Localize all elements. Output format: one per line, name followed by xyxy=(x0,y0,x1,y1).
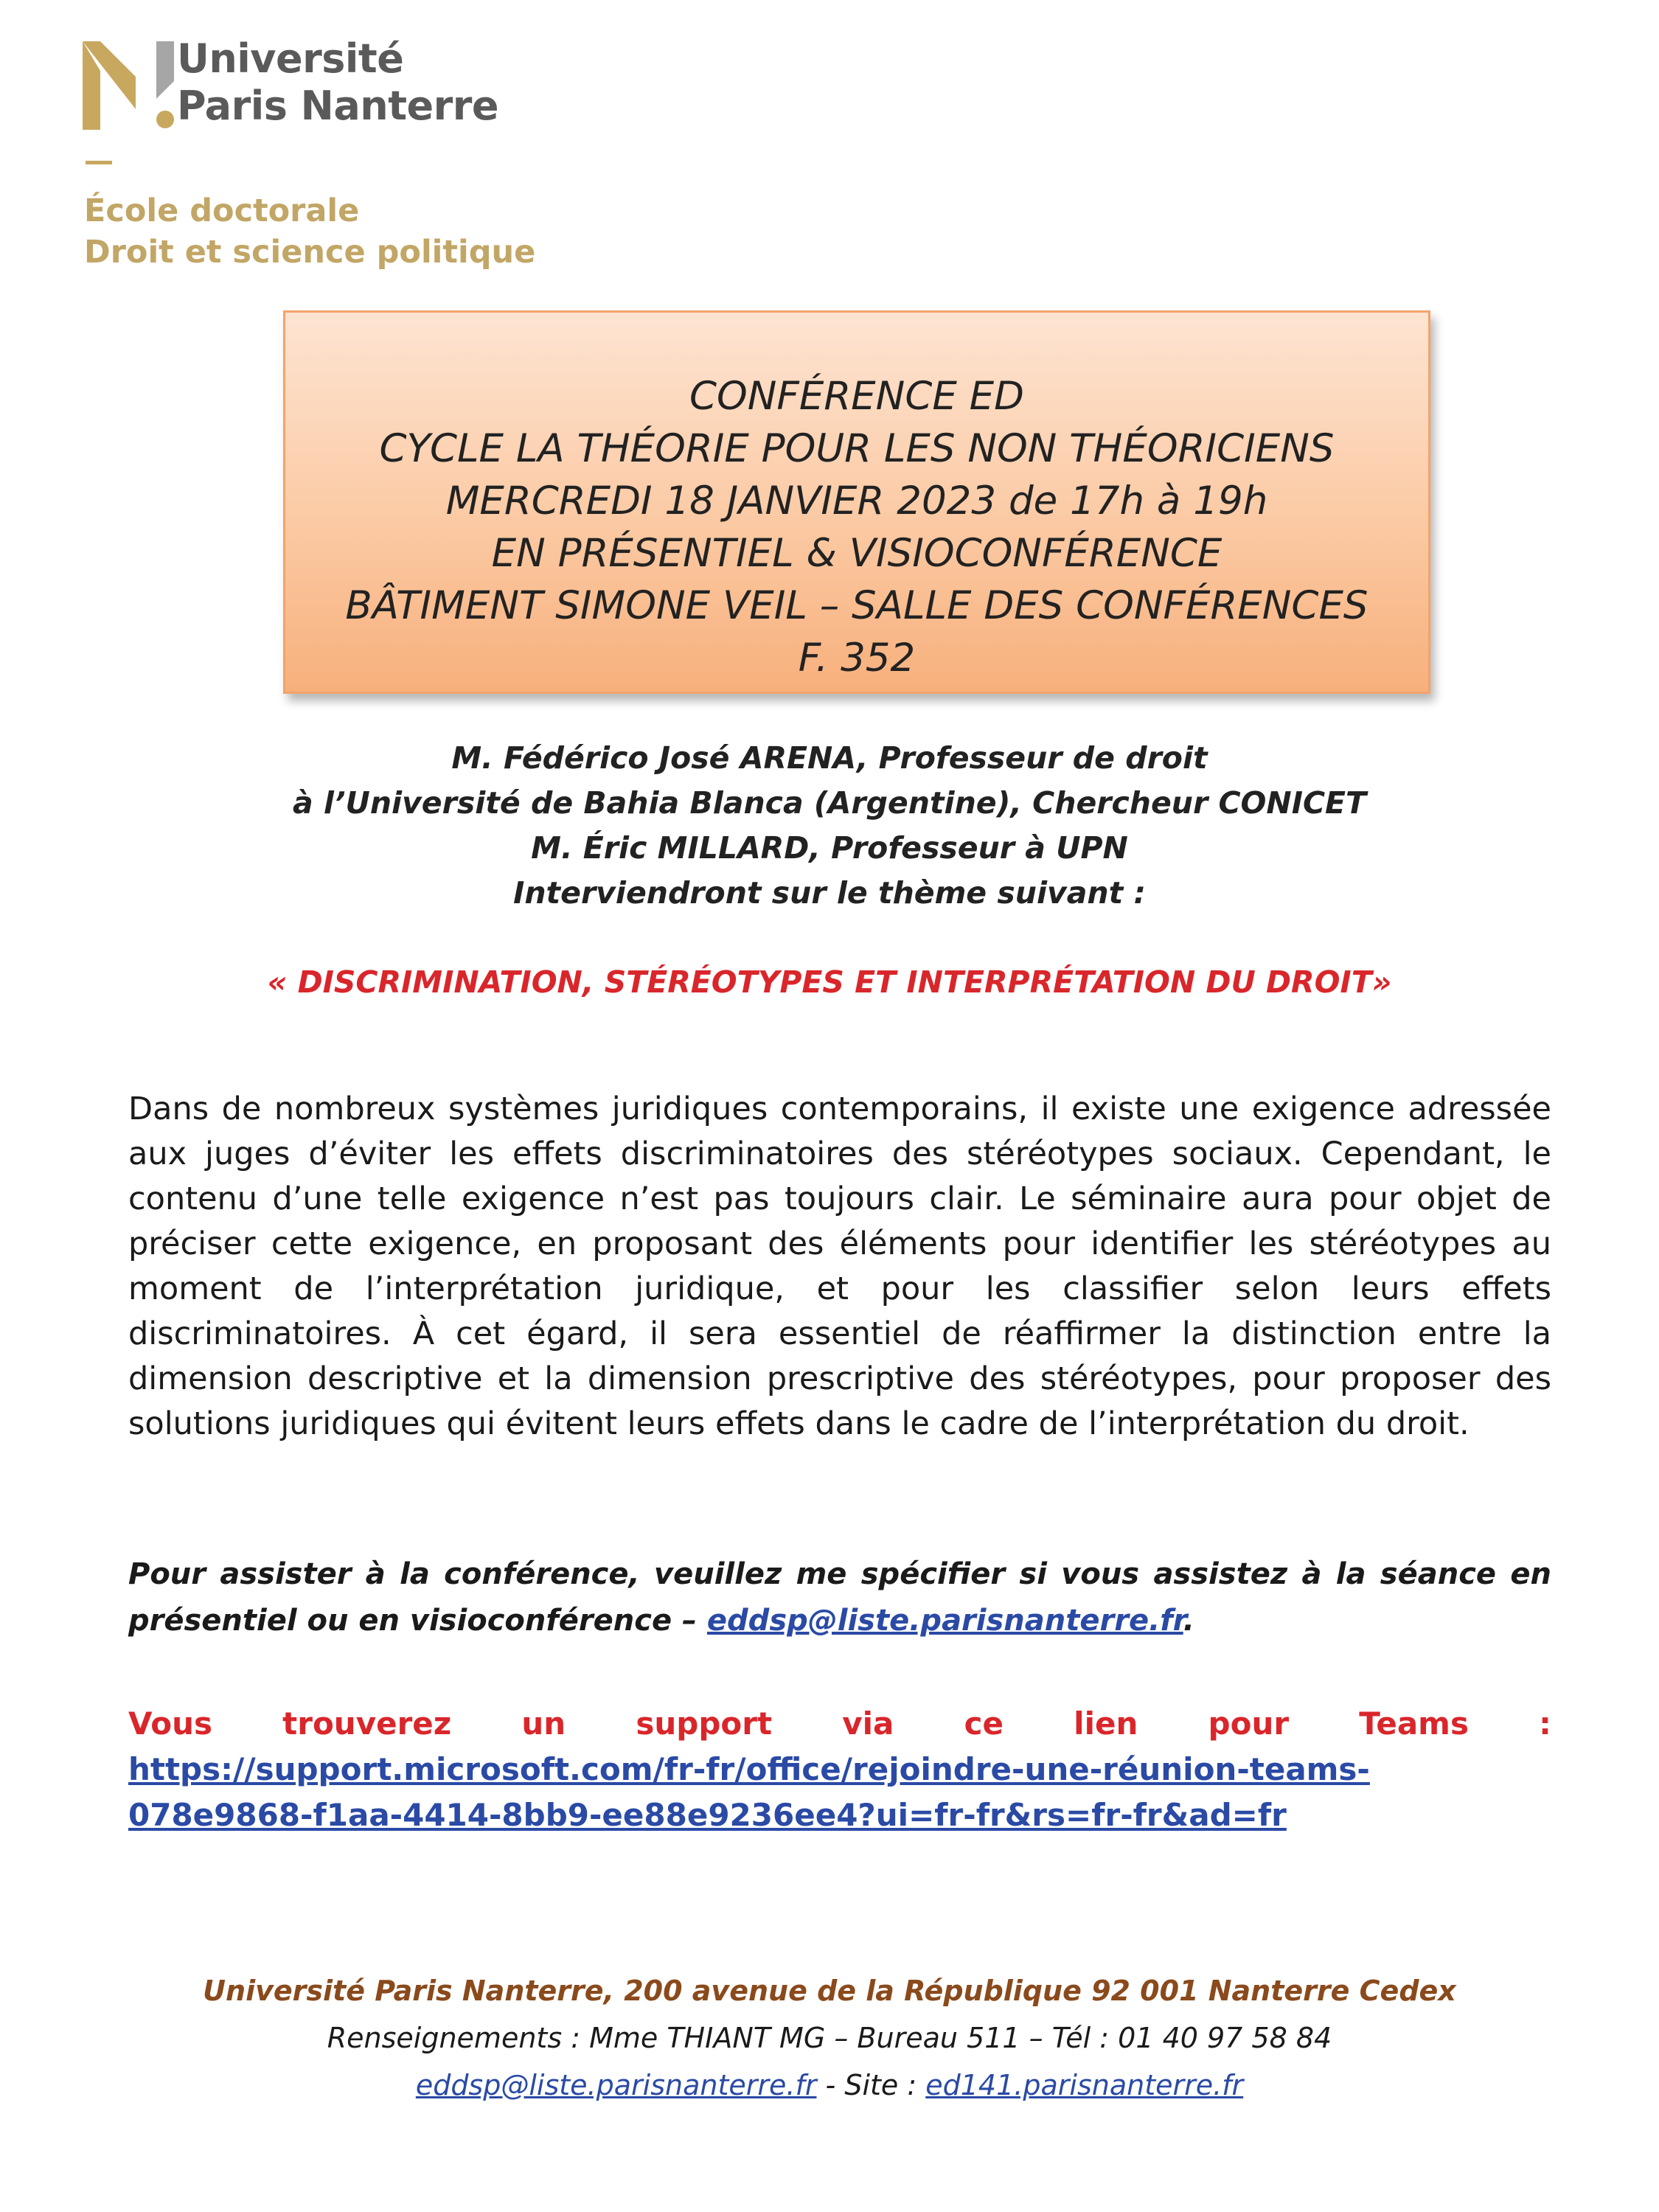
banner-line: BÂTIMENT SIMONE VEIL – SALLE DES CONFÉRENCES xyxy=(345,583,1368,628)
teams-word: lien xyxy=(1074,1705,1138,1742)
teams-word: pour xyxy=(1208,1705,1290,1742)
teams-word: : xyxy=(1539,1705,1551,1742)
speaker-line: M. Fédérico José ARENA, Professeur de droit xyxy=(451,740,1208,776)
banner-line: CONFÉRENCE ED xyxy=(689,374,1024,419)
conference-banner xyxy=(283,310,1430,694)
registration-email-link[interactable]: eddsp@liste.parisnanterre.fr xyxy=(706,1604,1183,1638)
banner-line: EN PRÉSENTIEL & VISIOCONFÉRENCE xyxy=(491,531,1222,576)
doctoral-school-name xyxy=(84,190,535,273)
registration-note xyxy=(128,1551,1551,1644)
teams-word: un xyxy=(521,1705,566,1742)
banner-line: CYCLE LA THÉORIE POUR LES NON THÉORICIENS xyxy=(379,426,1335,471)
logo-line-1: Université xyxy=(177,35,404,82)
banner-line: F. 352 xyxy=(798,636,916,681)
teams-word: trouverez xyxy=(282,1705,452,1742)
banner-line: MERCREDI 18 JANVIER 2023 de 17h à 19h xyxy=(445,479,1268,524)
school-line-2: Droit et science politique xyxy=(84,234,536,271)
footer-address: Université Paris Nanterre, 200 avenue de la République 92 001 Nanterre Cedex xyxy=(203,1975,1456,2007)
teams-support xyxy=(128,1701,1551,1838)
footer xyxy=(0,1967,1659,2109)
school-line-1: École doctorale xyxy=(84,192,360,229)
footer-site-label: - Site : xyxy=(816,2069,926,2101)
teams-url-line-2: 078e9868-f1aa-4414-8bb9-ee88e9236ee4?ui=fr-fr&rs=fr-fr&ad=fr xyxy=(128,1797,1287,1833)
teams-word: Vous xyxy=(128,1705,212,1742)
registration-text: Pour assister à la conférence, veuillez me spécifier si vous assistez à la séance en présentiel ou en visioconférence – xyxy=(128,1557,1551,1638)
teams-word: ce xyxy=(964,1705,1004,1742)
speaker-line: à l’Université de Bahia Blanca (Argentine), Chercheur CONICET xyxy=(292,785,1367,821)
footer-links xyxy=(0,2062,1659,2109)
logo-divider xyxy=(86,161,112,164)
speakers-block xyxy=(0,736,1659,916)
teams-word: Teams xyxy=(1359,1705,1469,1742)
teams-url-line-1: https://support.microsoft.com/fr-fr/office/rejoindre-une-réunion-teams- xyxy=(128,1751,1370,1787)
speaker-line: Interviendront sur le thème suivant : xyxy=(513,875,1146,911)
teams-word: support xyxy=(636,1705,773,1742)
logo-line-2: Paris Nanterre xyxy=(177,83,499,129)
university-logo-text xyxy=(177,35,498,130)
speaker-line: M. Éric MILLARD, Professeur à UPN xyxy=(531,830,1128,866)
footer-email-link[interactable]: eddsp@liste.parisnanterre.fr xyxy=(415,2069,817,2101)
conference-topic: « DISCRIMINATION, STÉRÉOTYPES ET INTERPRÉTATION DU DROIT» xyxy=(267,964,1392,1000)
registration-end: . xyxy=(1183,1604,1194,1638)
teams-word: via xyxy=(842,1705,894,1742)
teams-support-link[interactable] xyxy=(128,1747,1551,1838)
footer-contact-info: Renseignements : Mme THIANT MG – Bureau 511 – Tél : 01 40 97 58 84 xyxy=(327,2022,1332,2054)
description-paragraph: Dans de nombreux systèmes juridiques contemporains, il existe une exigence adressée aux juges d’éviter les effets discriminatoires des stéréotypes sociaux. Cependant, le contenu d’une telle exigence n’est pas toujours clair. Le séminaire aura pour objet de préciser cette exigence, en proposant des éléments pour identifier les stéréotypes au moment de l’interprétation juridique, et pour les classifier selon leurs effets discriminatoires. À cet égard, il sera essentiel de réaffirmer la distinction entre la dimension descriptive et la dimension prescriptive des stéréotypes, pour proposer des solutions juridiques qui évitent leurs effets dans le cadre de l’interprétation du droit. xyxy=(128,1091,1551,1442)
footer-site-link[interactable]: ed141.parisnanterre.fr xyxy=(925,2069,1244,2101)
teams-intro xyxy=(128,1701,1551,1747)
